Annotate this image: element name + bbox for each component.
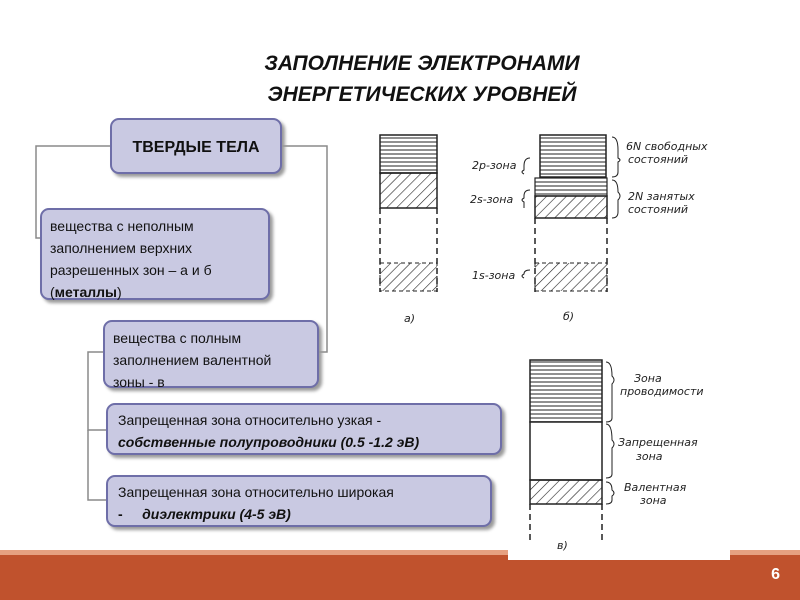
fig-v-label: в) — [557, 539, 568, 552]
a-2s-band — [380, 173, 437, 208]
full-line-1: вещества с полным — [113, 330, 242, 346]
a-1s-band — [380, 263, 437, 291]
page-number: 6 — [771, 566, 780, 583]
footer-bar — [0, 555, 800, 600]
occupied-states-line-2: состояний — [628, 203, 689, 216]
diel-label: диэлектрики (4-5 эВ) — [142, 506, 291, 522]
full-line-2: заполнением валентной — [113, 352, 272, 368]
label-1s-zone: 1s-зона — [472, 269, 516, 282]
diel-dash: - — [118, 506, 123, 522]
v-forbidden-zone — [530, 422, 602, 480]
metals-line-1: вещества с неполным — [50, 218, 194, 234]
semi-line-2: собственные полупроводники (0.5 -1.2 эВ) — [118, 434, 420, 450]
title-line-2: ЭНЕРГЕТИЧЕСКИХ УРОВНЕЙ — [267, 83, 577, 106]
conduction-line-1: Зона — [634, 372, 662, 385]
diagram-caption-area — [508, 540, 730, 560]
b-2p-band — [540, 135, 606, 177]
b-overlap-band — [535, 178, 607, 196]
v-conduction-band — [530, 360, 602, 422]
full-line-3: зоны - в — [113, 374, 165, 390]
label-2p-zone: 2p-зона — [472, 159, 517, 172]
metals-paren-close: ) — [117, 284, 122, 300]
conduction-line-2: проводимости — [620, 385, 704, 398]
metals-paren-open: ( — [50, 284, 55, 300]
metals-line-2: заполнением верхних — [50, 240, 193, 256]
v-valence-band — [530, 480, 602, 504]
occupied-states-line-1: 2N занятых — [628, 190, 695, 203]
b-1s-band — [535, 263, 607, 291]
diagram-v — [530, 360, 704, 540]
free-states-line-2: состояний — [628, 153, 689, 166]
forbidden-line-2: зона — [636, 450, 663, 463]
forbidden-line-1: Запрещенная — [618, 436, 698, 449]
free-states-line-1: 6N свободных — [626, 140, 708, 153]
valence-line-2: зона — [640, 494, 667, 507]
fig-b-label: б) — [563, 310, 575, 323]
diagram-a — [380, 135, 437, 325]
metals-label: металлы — [54, 284, 118, 300]
semi-line-1: Запрещенная зона относительно узкая - — [118, 412, 382, 428]
title-line-1: ЗАПОЛНЕНИЕ ЭЛЕКТРОНАМИ — [264, 52, 580, 75]
solid-bodies-label: ТВЕРДЫЕ ТЕЛА — [132, 139, 260, 156]
b-2s-band — [535, 196, 607, 218]
a-2p-band — [380, 135, 437, 173]
metals-line-3: разрешенных зон – а и б — [50, 262, 212, 278]
label-2s-zone: 2s-зона — [470, 193, 514, 206]
diel-line-1: Запрещенная зона относительно широкая — [118, 484, 394, 500]
fig-a-label: а) — [404, 312, 416, 325]
valence-line-1: Валентная — [624, 481, 687, 494]
diagram-b — [470, 135, 708, 323]
